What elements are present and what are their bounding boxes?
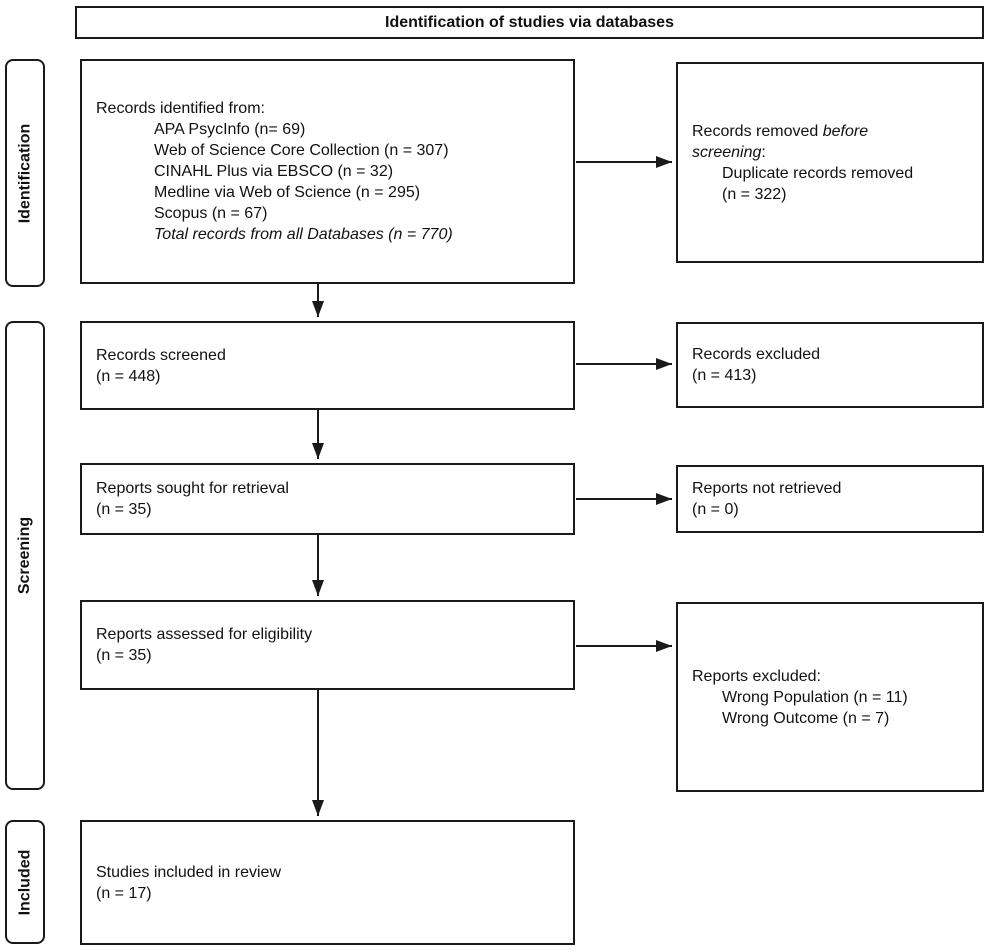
records-identified-sources [154,119,545,245]
stage-included-label: Included [16,849,34,915]
records-screened-line1: Records screened [96,346,226,364]
stage-identification [5,59,45,287]
box-reports-excluded [676,602,984,792]
studies-included-line2: (n = 17) [96,884,152,902]
reports-not-retrieved-line2: (n = 0) [692,501,739,518]
records-identified-title: Records identified from: [96,100,265,117]
records-removed-title-normal: Records removed [692,122,823,140]
records-removed-title-italic: before screening [692,122,869,161]
records-excluded-line2: (n = 413) [692,367,757,384]
source-line: Medline via Web of Science (n = 295) [154,184,421,201]
box-records-screened [80,321,575,410]
box-reports-not-retrieved [676,465,984,533]
diagram-header-box [75,6,984,39]
stage-screening [5,321,45,790]
records-removed-title-colon: : [761,143,766,161]
studies-included-line1: Studies included in review [96,863,281,881]
records-excluded-line1: Records excluded [692,346,821,363]
reason-line: Wrong Outcome (n = 7) [722,709,890,727]
stage-screening-label: Screening [16,516,34,595]
source-line: APA PsycInfo (n= 69) [154,121,306,138]
reports-assessed-line1: Reports assessed for eligibility [96,626,313,643]
box-records-removed [676,62,984,263]
stage-identification-label: Identification [16,123,34,223]
source-line: Scopus (n = 67) [154,205,268,222]
reports-sought-line2: (n = 35) [96,501,152,518]
box-studies-included [80,820,575,945]
sources-total-line: Total records from all Databases (n = 770) [154,226,453,243]
source-line: Web of Science Core Collection (n = 307) [154,142,449,159]
stage-included [5,820,45,944]
box-records-identified [80,59,575,284]
diagram-title: Identification of studies via databases [385,14,674,31]
reports-excluded-title: Reports excluded: [692,667,821,685]
reports-sought-line1: Reports sought for retrieval [96,480,289,497]
reason-line: Wrong Population (n = 11) [722,688,908,706]
records-removed-title [692,121,922,163]
reports-excluded-reasons [722,687,954,729]
box-records-excluded [676,322,984,408]
records-removed-reasons [722,163,922,205]
records-screened-line2: (n = 448) [96,367,161,385]
reports-assessed-line2: (n = 35) [96,647,152,664]
box-reports-assessed [80,600,575,690]
reason-line: Duplicate records removed (n = 322) [722,164,914,203]
reports-not-retrieved-line1: Reports not retrieved [692,480,842,497]
source-line: CINAHL Plus via EBSCO (n = 32) [154,163,394,180]
box-reports-sought [80,463,575,535]
